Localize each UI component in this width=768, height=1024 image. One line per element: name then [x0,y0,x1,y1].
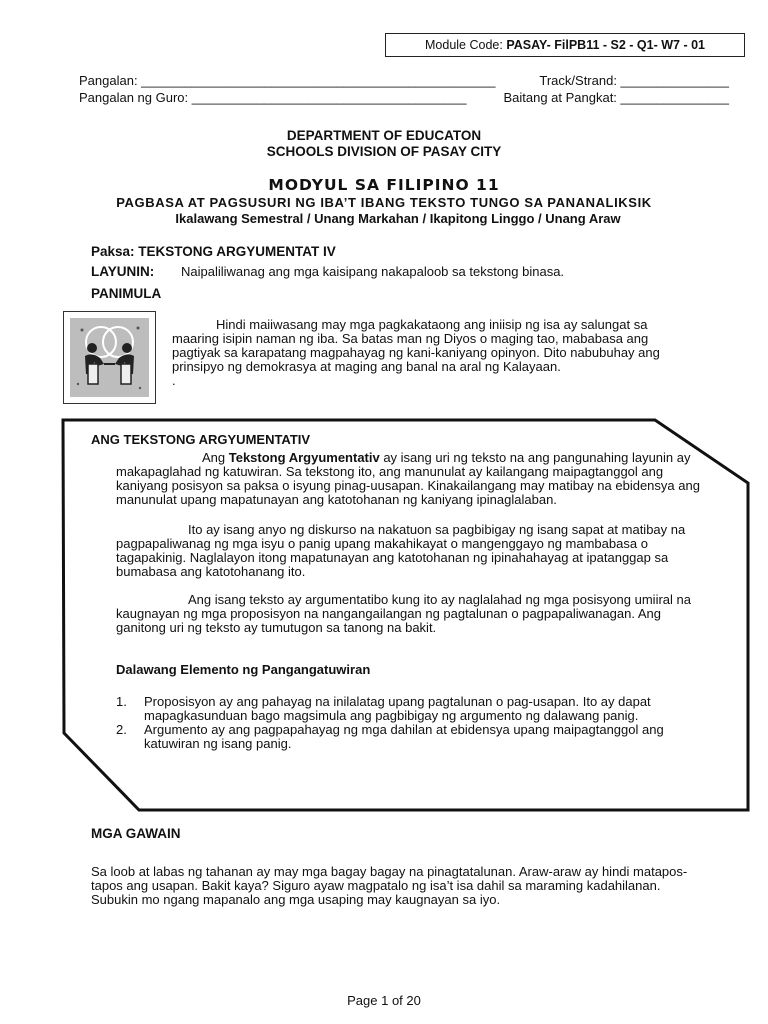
layunin-label: LAYUNIN: [91,264,155,279]
list-item-number: 1. [116,694,127,709]
card-paragraph-2: Ito ay isang anyo ng diskurso na nakatuon sa pagbibigay ng isang sapat at matibay na pagpapaliwanag ng mga isyu o panig upang makahikayat o mangenggayo ng mambabasa o tagapakinig. Naglalayon itong mapatunayan ang katotohanan ng ipinahahayag at ipatanggap sa bumabasa ang katotohanang ito. [116,522,686,579]
track-strand-field: Track/Strand: _______________ [539,73,729,88]
list-item-text: Argumento ay ang pagpapahayag ng mga dahilan at ebidensya upang maipagtanggol ang katuwiran ng isang panig. [144,722,664,751]
gawain-paragraph: Sa loob at labas ng tahanan ay may mga bagay bagay na pinagtatalunan. Araw-araw ay hindi matapos-tapos ang usapan. Bakit kaya? Siguro ayaw magpatalo ng isa’t isa dahil sa maraming kadahilanan. Subukin mo ngang mapanalo ang mga usaping may kaugnayan sa iyo. [91,864,688,907]
card-paragraph-3: Ang isang teksto ay argumentatibo kung ito ay naglalahad ng mga posisyong umiiral na kaugnayan ng mga proposisyon na nangangailangan ng pagtalunan o pagpapaliwanagan. Ang ganitong uri ng teksto ay tumutugon sa tanong na bakit. [116,592,691,635]
paksa-heading: Paksa: TEKSTONG ARGYUMENTAT IV [91,244,336,259]
department-name: DEPARTMENT OF EDUCATON [286,128,482,143]
list-item-number: 2. [116,722,127,737]
module-subtitle: PAGBASA AT PAGSUSURI NG IBA’T IBANG TEKSTO TUNGO SA PANANALIKSIK [116,195,652,210]
module-code-value: PASAY- FilPB11 - S2 - Q1- W7 - 01 [506,38,705,52]
card-p1-lead: Ang [202,450,229,465]
gawain-heading: MGA GAWAIN [91,826,181,841]
pangalan-field: Pangalan: _________________________________________________ [79,73,496,88]
card-content [91,433,713,751]
guro-field: Pangalan ng Guro: ______________________________________ [79,90,467,105]
elements-title: Dalawang Elemento ng Pangangatuwiran [116,662,371,677]
card-paragraph-1 [116,451,713,507]
list-item-text: Proposisyon ay ang pahayag na inilalatag upang pagtalunan o pag-usapan. Ito ay dapat mapagkasunduan bago magsimula ang pagbibigay ng argumento ng dalawang panig. [144,694,651,723]
division-name: SCHOOLS DIVISION OF PASAY CITY [266,144,502,159]
card-title: ANG TEKSTONG ARGYUMENTATIV [91,432,311,447]
panimula-paragraph: Hindi maiiwasang may mga pagkakataong ang iniisip ng isa ay salungat sa maaring isipin naman ng iba. Sa batas man ng Diyos o maging tao, mababasa ang pagtiyak sa karapatang magpahayag ng kani-kaniyang opinyon. Dito nabubuhay ang prinsipyo ng demokrasya at maging ang banal na aral ng Kalayaan. [172,317,660,374]
list-item [116,695,713,723]
layunin-text: Naipaliliwanag ang mga kaisipang nakapaloob sa tekstong binasa. [181,264,565,279]
module-schedule: Ikalawang Semestral / Unang Markahan / Ikapitong Linggo / Unang Araw [175,211,621,226]
panimula-trailing: . [172,373,176,388]
baitang-field: Baitang at Pangkat: _______________ [503,90,729,105]
page-number: Page 1 of 20 [347,993,421,1008]
elements-list [116,695,713,751]
module-code-label: Module Code: [425,38,507,52]
list-item [116,723,713,751]
panimula-heading: PANIMULA [91,286,162,301]
card-p1-bold: Tekstong Argyumentativ [228,450,380,465]
module-title: MODYUL SA FILIPINO 11 [268,176,500,194]
card-p1-rest: ay isang uri ng teksto na ang pangunahing layunin ay makapaglahad ng katuwiran. Sa tekstong ito, ang manunulat ay kailangang maipagtanggol ang kaniyang posisyon sa paksa o isyung pinag-uusapan. Kinakailangang may matibay na ebidensya ang manunulat upang mapatunayan ang katotohanan ng kaniyang ipinaglalaban. [116,450,700,507]
